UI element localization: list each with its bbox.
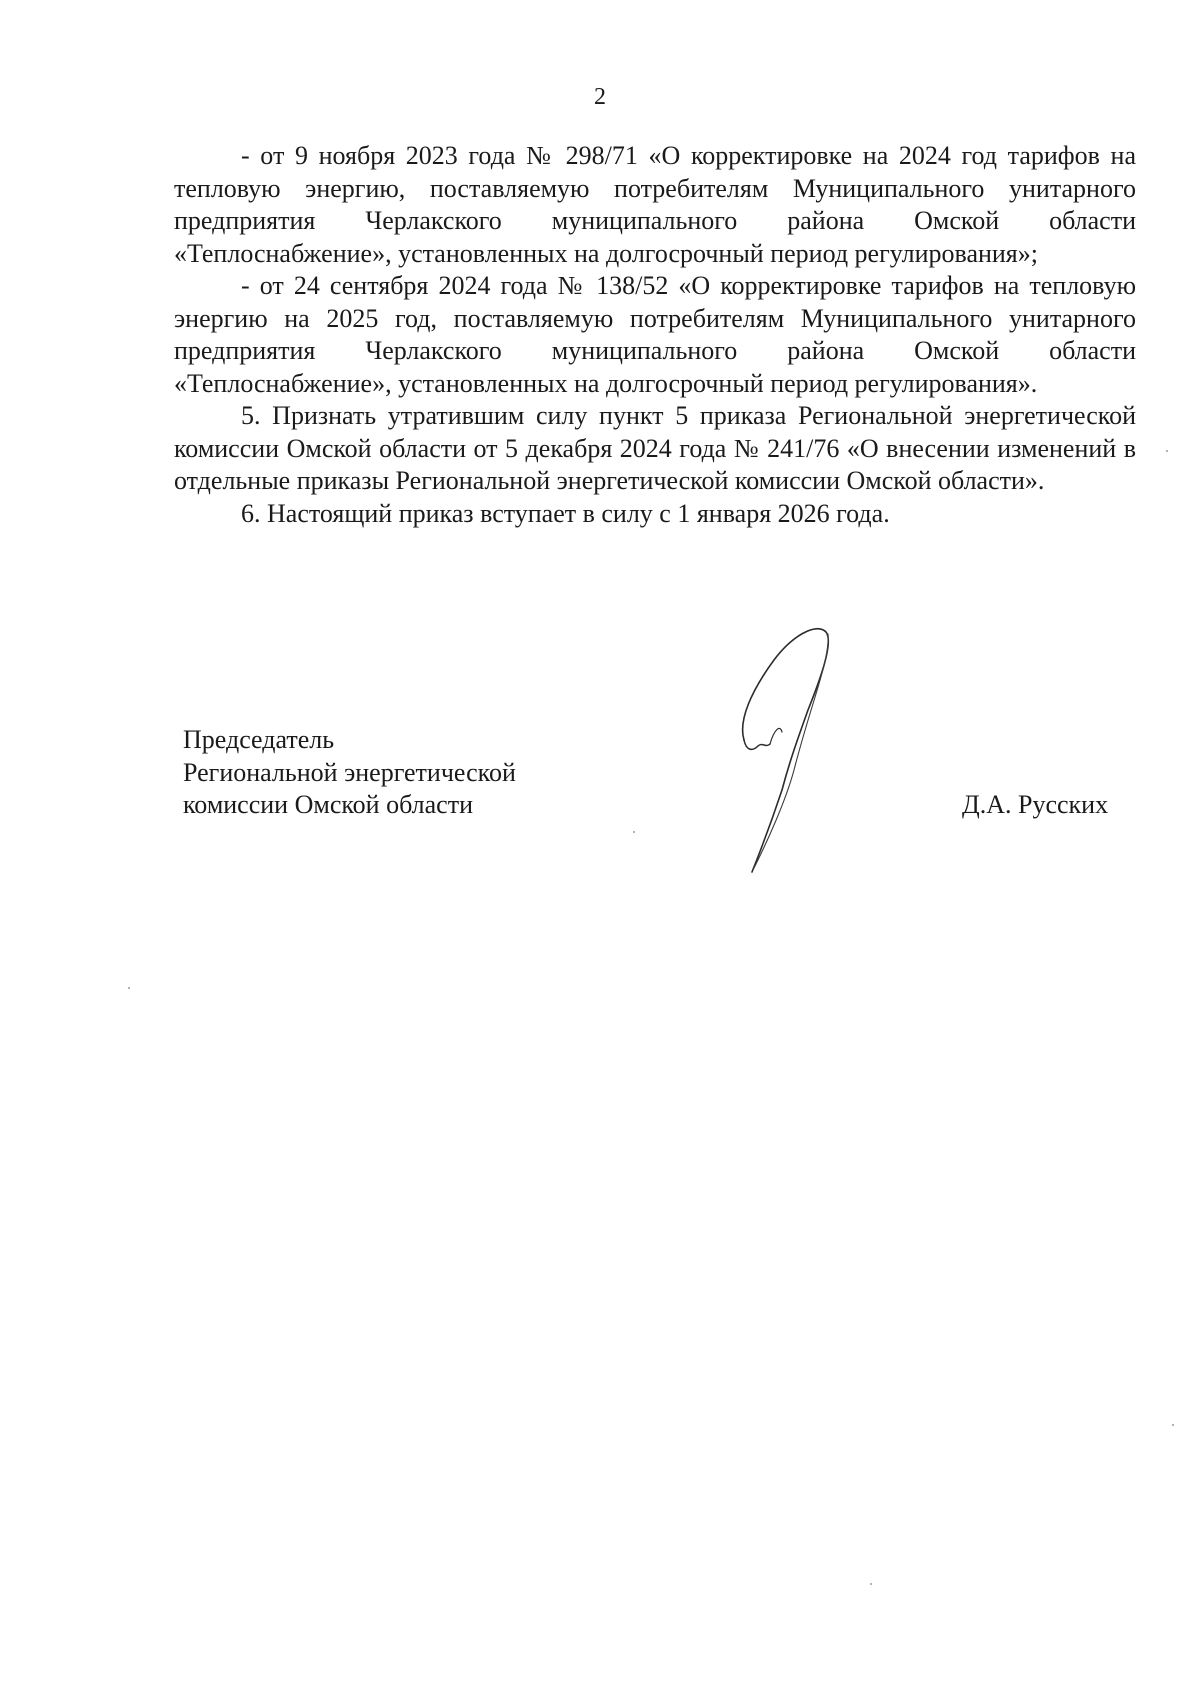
scan-speck [633, 831, 635, 833]
paragraph-amendment-2024: - от 24 сентября 2024 года № 138/52 «О корректировке тарифов на тепловую энергию на 2025 год, поставляемую потребителям Муниципального унитарного предприятия Черлакского муниципального района Омской области «Теплоснабжение», установленных на долгосрочный период регулирования». [174, 271, 1136, 398]
signatory-title-line: Председатель [183, 725, 335, 754]
paragraph-item-5: 5. Признать утратившим силу пункт 5 приказа Региональной энергетической комиссии Омской области от 5 декабря 2024 года № 241/76 «О внесении изменений в отдельные приказы Региональной энергетической комиссии Омской области». [174, 401, 1136, 495]
signatory-title-line: Региональной энергетической [183, 757, 516, 787]
signatory-title-line: комиссии Омской области [183, 790, 473, 819]
paragraph-item-6: 6. Настоящий приказ вступает в силу с 1 января 2026 года. [241, 498, 890, 528]
paragraph-amendment-2023: - от 9 ноября 2023 года № 298/71 «О корректировке на 2024 год тарифов на тепловую энергию, поставляемую потребителям Муниципального унитарного предприятия Черлакского муниципального района Омской области «Теплоснабжение», установленных на долгосрочный период регулирования»; [174, 141, 1136, 268]
document-body [174, 140, 1136, 530]
page-number: 2 [594, 84, 606, 110]
scan-speck [128, 987, 130, 989]
scan-speck [870, 1583, 872, 1585]
scan-speck [1172, 1424, 1174, 1426]
signatory-title [183, 724, 516, 822]
signatory-name: Д.А. Русских [962, 790, 1109, 819]
scan-speck [1166, 450, 1168, 452]
handwritten-signature [730, 620, 880, 880]
